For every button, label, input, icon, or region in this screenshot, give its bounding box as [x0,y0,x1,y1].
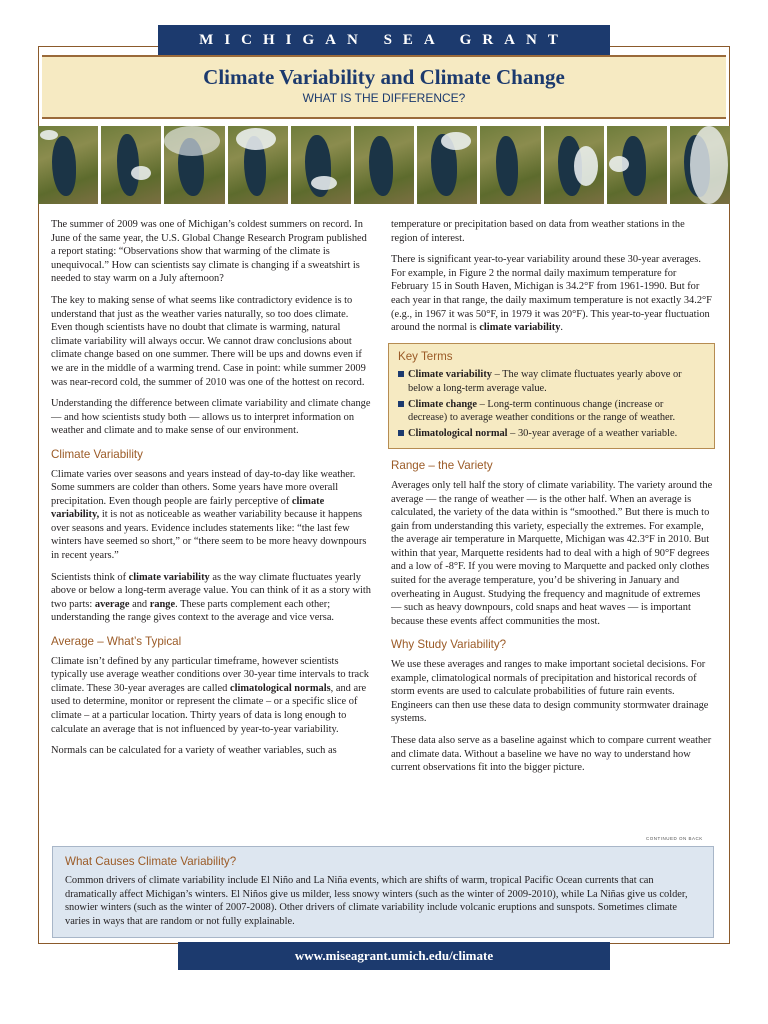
satellite-photo-strip [38,126,730,204]
continued-on-back: CONTINUED ON BACK [646,836,703,841]
satellite-photo [291,126,351,204]
key-term-item: Climate variability – The way climate fluctuates yearly above or below a long-term average value. [398,368,705,395]
why-paragraph-1: We use these averages and ranges to make important societal decisions. For example, climatological normals of precipitation and historical records of storm events are used to calculate probabilities of future rain events. Engineers can then use these data to design community stormwater drainage systems. [391,659,709,725]
title-banner [42,55,726,119]
why-paragraph-2: These data also serve as a baseline against which to compare current weather and climate data. Without a baseline we have no way to understand how current observations fit into the bigger picture. [391,735,712,774]
contradiction-paragraph: The key to making sense of what seems like contradictory evidence is to understand that just as the weather varies naturally, so too does climate. Even though scientists have no doubt that climate is warming, natural climate variability will always occur. We cannot draw conclusions about climate change based on one summer. There will be ups and downs even if we are in the middle of a warming trend. Case in point: while summer 2009 was near-record cold, the summer of 2010 was one of the hottest on record. [51,294,366,388]
satellite-photo [670,126,730,204]
left-column [51,218,372,766]
key-term-item: Climatological normal – 30-year average of a weather variable. [398,427,705,441]
variability-paragraph-2: Scientists think of climate variability as the way climate fluctuates yearly above or below a long-term average value. You can think of it as a story with two parts: average and range. These parts complement each other; understanding the range gives context to the average and vice versa. [51,571,372,624]
satellite-photo [101,126,161,204]
satellite-photo [354,126,414,204]
heading-average: Average – What’s Typical [51,635,182,649]
key-terms-box [388,343,715,450]
square-bullet-icon [398,430,404,436]
key-term-item: Climate change – Long-term continuous change (increase or decrease) to average weather conditions or the range of weather. [398,398,705,425]
website-link[interactable]: www.miseagrant.umich.edu/climate [178,942,610,970]
average-paragraph-2: Normals can be calculated for a variety of weather variables, such as [51,745,337,757]
square-bullet-icon [398,371,404,377]
causes-title: What Causes Climate Variability? [65,855,237,868]
satellite-photo [607,126,667,204]
normals-continued-paragraph: temperature or precipitation based on data from weather stations in the region of interest. [391,219,685,244]
heading-climate-variability: Climate Variability [51,447,143,461]
satellite-photo [38,126,98,204]
average-paragraph-1: Climate isn’t defined by any particular timeframe, however scientists typically use average weather conditions over 30-year time intervals to track climate. These 30-year averages are called climatological normals, and are used to determine, monitor or represent the climate – or a specific slice of climate – at a particular location. Thirty years of data is long enough to calculate an average that is not influenced by year-to-year variability. [51,655,369,735]
variability-paragraph-1: Climate varies over seasons and years instead of day-to-day like weather. Some summers are colder than others. Some years have more overall precipitation. Even though people are fairly perceptive of climate variability, it is not as noticeable as weather variability because it happens over seasons and years. Evidence includes statements like: “the last few winters have seemed so short,” or “there seem to be more heavy downpours in recent years.” [51,468,367,562]
causes-body: Common drivers of climate variability include El Niño and La Niña events, which are shifts of warm, tropical Pacific Ocean currents that can dramatically affect Michigan’s winters. El Niños give us milder, less snowy winters (such as the winter of 2009-2010), while La Niñas give us colder, snowier winters (such as the winter of 2007-2008). Other drivers of climate variability include volcanic eruptions and sunspots. Sometimes climate varies in ways that are random or not fully explainable. [65,875,688,927]
causes-box [52,846,714,938]
satellite-photo [228,126,288,204]
satellite-photo [164,126,224,204]
satellite-photo [544,126,604,204]
satellite-photo [480,126,540,204]
satellite-photo [417,126,477,204]
page-title: Climate Variability and Climate Change [203,65,565,89]
page-subtitle: WHAT IS THE DIFFERENCE? [302,91,466,105]
square-bullet-icon [398,401,404,407]
heading-range: Range – the Variety [391,459,493,473]
range-paragraph: Averages only tell half the story of climate variability. The variety around the average — the range of weather — is the other half. When an average is calculated, the variety of the data within is “smoothed.” But there is much to gain from understanding this variety, especially the extremes. For example, the average air temperature in Marquette, Michigan was 42.3°F in 2010. But within that year, Marquette residents had to deal with a high of 90°F degrees and a low of -8°F. If you were moving to Marquette and packed only clothes suited for the average temperature, you’d be shivering in January and overheating in August. Studying the frequency and magnitude of extremes — such as heavy downpours, cold snaps and heat waves — is important because these events affect communities the most. [391,479,713,627]
key-terms-title: Key Terms [398,349,453,363]
masthead: MICHIGAN SEA GRANT [158,25,610,55]
right-column [391,218,713,783]
intro-paragraph: The summer of 2009 was one of Michigan’s coldest summers on record. In June of the same year, the U.S. Global Change Research Program published a report stating: “Observations show that warming of the climate is unequivocal.” How can scientists say climate is changing if a sweatshirt is needed to stay warm on a July afternoon? [51,219,367,285]
understanding-paragraph: Understanding the difference between climate variability and climate change — and how scientists study both — allows us to interpret information on weather and climate and to make sense of our environment. [51,398,371,437]
year-to-year-paragraph: There is significant year-to-year variability around these 30-year averages. For example, in Figure 2 the normal daily maximum temperature for February 15 in South Haven, Michigan is 34.2°F from 1961-1990. But for each year in that range, the daily maximum temperature is not exactly 34.2°F (e.g., in 1967 it was 50°F, in 1979 it was 20°F). This year-to-year fluctuation around the normal is climate variability. [391,254,712,334]
heading-why-study: Why Study Variability? [391,638,507,652]
